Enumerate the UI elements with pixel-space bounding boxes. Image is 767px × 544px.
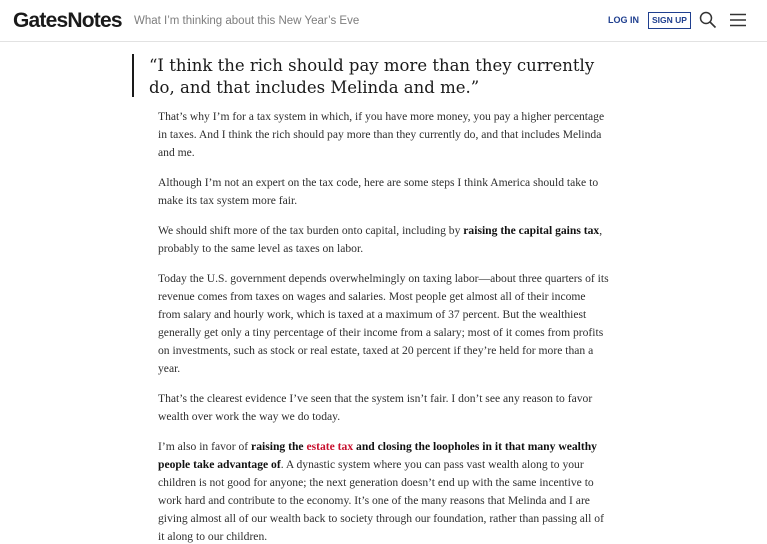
site-logo[interactable]: GatesNotes bbox=[13, 9, 122, 32]
estate-tax-term[interactable]: estate tax bbox=[306, 440, 354, 453]
paragraph-4: Today the U.S. government depends overwhelmingly on taxing labor—about three quarters of its revenue comes from taxes on wages and salaries. Most people get almost all of their income from salary and hourly work, which is taxed at a maximum of 37 percent. But the wealthiest generally get only a tiny percentage of their income from a salary; most of it comes from profits on investments, such as stock or real estate, taxed at 20 percent if they’re held for more than a year. bbox=[158, 272, 609, 375]
pullquote: “I think the rich should pay more than they currently do, and that includes Melinda and me.” bbox=[149, 56, 595, 97]
login-link[interactable]: LOG IN bbox=[608, 15, 639, 25]
paragraph-6 bbox=[158, 438, 610, 544]
paragraph-3-text-before: We should shift more of the tax burden onto capital, including by bbox=[158, 224, 464, 237]
pullquote-bar bbox=[132, 54, 134, 97]
signup-button[interactable]: SIGN UP bbox=[648, 12, 691, 29]
search-icon[interactable] bbox=[699, 11, 717, 29]
hamburger-menu-icon[interactable] bbox=[729, 13, 747, 27]
paragraph-3-text-after: , probably to the same level as taxes on labor. bbox=[158, 224, 603, 255]
estate-tax-link-part2: and closing the loopholes in it that many wealthy people take advantage of bbox=[158, 440, 597, 471]
paragraph-3 bbox=[158, 222, 610, 258]
paragraph-1: That’s why I’m for a tax system in which, if you have more money, you pay a higher percentage in taxes. And I think the rich should pay more than they currently do, and that includes Melinda and me. bbox=[158, 110, 605, 159]
paragraph-6-text-before: I’m also in favor of bbox=[158, 440, 252, 453]
capital-gains-link[interactable]: raising the capital gains tax bbox=[463, 224, 600, 237]
estate-tax-link-part1: raising the bbox=[251, 440, 307, 453]
paragraph-6-text-after: . A dynastic system where you can pass vast wealth along to your children is not good for anyone; the next generation doesn’t end up with the same incentive to work hard and contribute to the economy. It’s one of the many reasons that Melinda and I are giving almost all of our wealth back to society through our foundation, rather than passing all of it along to our children. bbox=[158, 458, 604, 543]
paragraph-5: That’s the clearest evidence I’ve seen that the system isn’t fair. I don’t see any reason to favor wealth over work the way we do today. bbox=[158, 392, 593, 423]
article-body bbox=[158, 108, 610, 544]
paragraph-2: Although I’m not an expert on the tax code, here are some steps I think America should take to make its tax system more fair. bbox=[158, 176, 599, 207]
site-header bbox=[0, 0, 767, 42]
header-tagline: What I’m thinking about this New Year’s Eve bbox=[134, 15, 360, 27]
